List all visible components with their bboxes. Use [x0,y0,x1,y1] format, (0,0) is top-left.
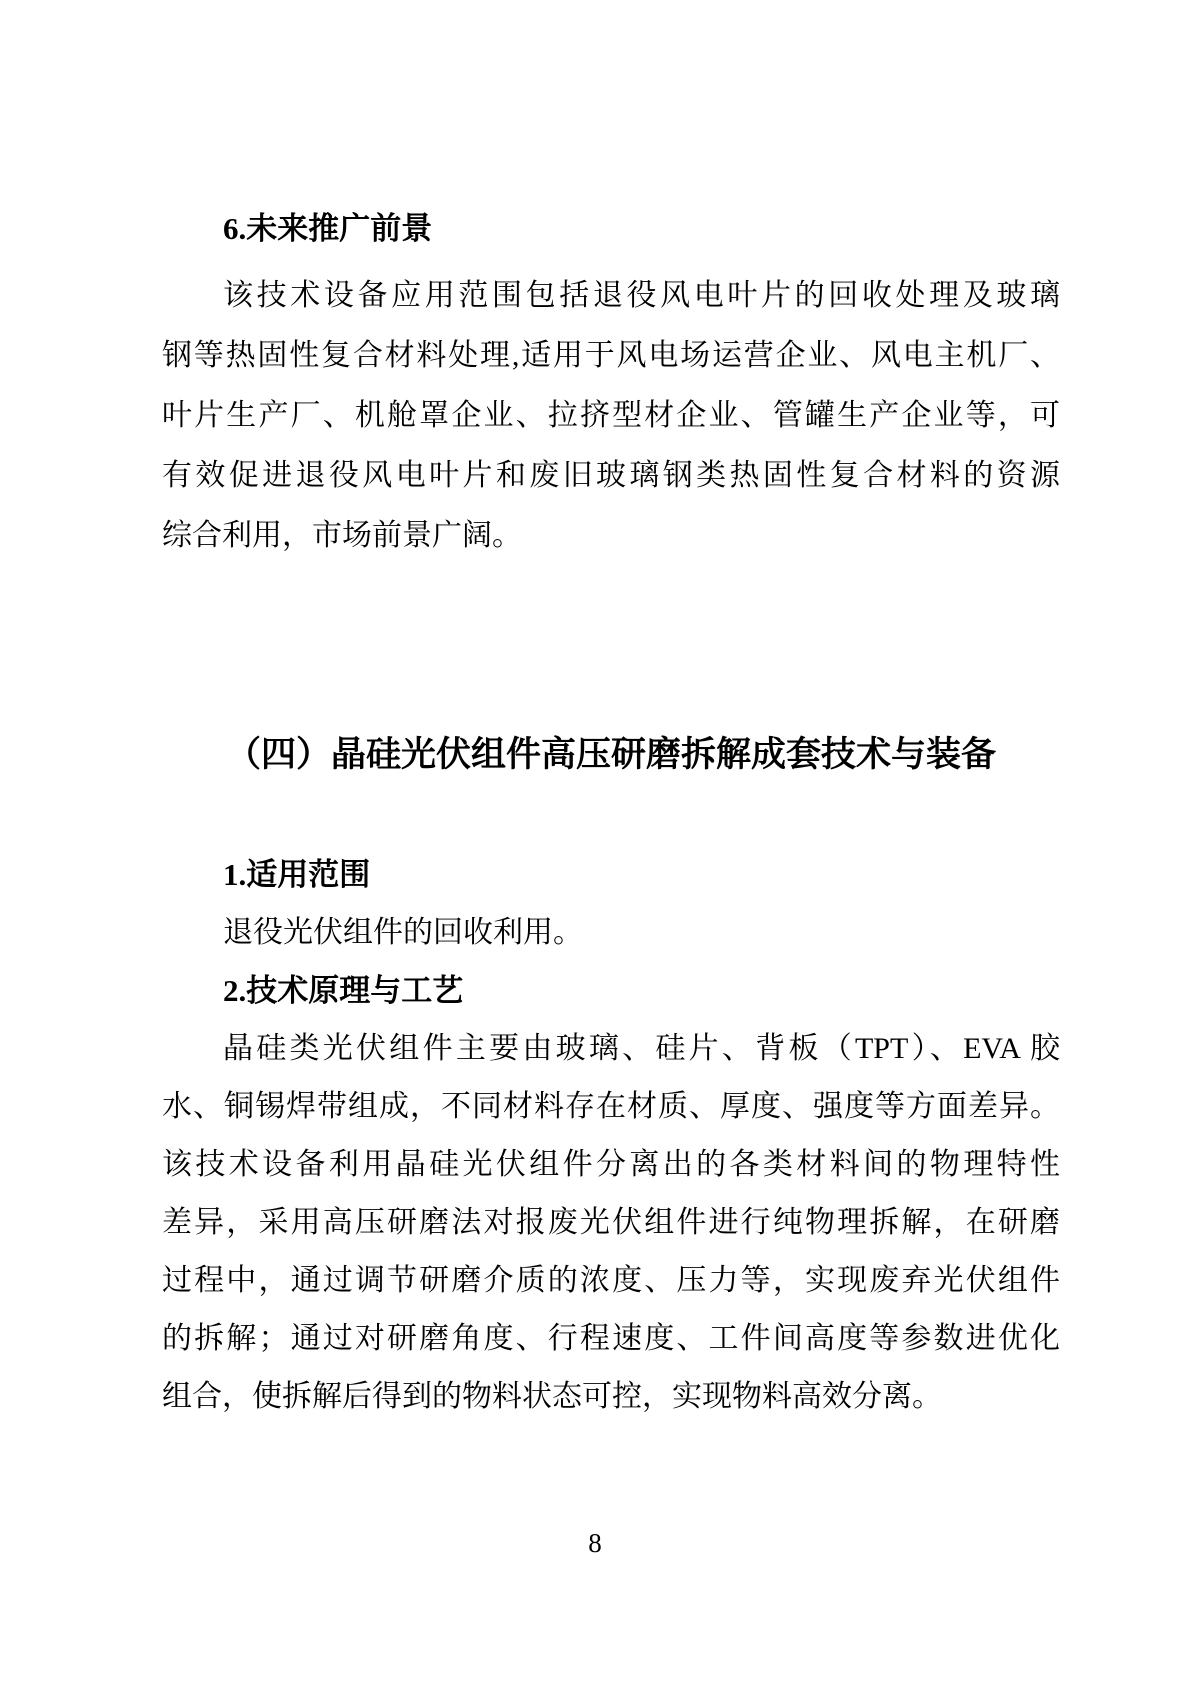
subsection-2-heading: 2.技术原理与工艺 [223,973,464,1008]
paragraph-line: 该技术设备利用晶硅光伏组件分离出的各类材料间的物理特性 [162,1148,1060,1181]
section-6-heading: 6.未来推广前景 [223,211,433,246]
paragraph-line: 综合利用，市场前景广阔。 [162,519,522,552]
chapter-4-body [162,846,1060,1426]
paragraph-line: 有效促进退役风电叶片和废旧玻璃钢类热固性复合材料的资源 [162,459,1060,492]
paragraph-line: 钢等热固性复合材料处理,适用于风电场运营企业、风电主机厂、 [162,339,1060,372]
section-6-paragraph [162,266,1060,566]
paragraph-line: 的拆解；通过对研磨角度、行程速度、工件间高度等参数进优化 [162,1322,1060,1355]
subsection-1-heading: 1.适用范围 [223,857,371,892]
paragraph-line: 差异，采用高压研磨法对报废光伏组件进行纯物理拆解，在研磨 [162,1206,1060,1239]
subsection-1-body: 退役光伏组件的回收利用。 [223,916,583,949]
paragraph-line: 叶片生产厂、机舱罩企业、拉挤型材企业、管罐生产企业等，可 [162,399,1060,432]
page-number: 8 [588,1528,602,1558]
paragraph-line: 过程中，通过调节研磨介质的浓度、压力等，实现废弃光伏组件 [162,1264,1060,1297]
paragraph-line: 该技术设备应用范围包括退役风电叶片的回收处理及玻璃 [223,279,1060,312]
paragraph-line: 组合，使拆解后得到的物料状态可控，实现物料高效分离。 [162,1380,942,1413]
chapter-4-heading: （四）晶硅光伏组件高压研磨拆解成套技术与装备 [225,735,996,774]
paragraph-line: 水、铜锡焊带组成，不同材料存在材质、厚度、强度等方面差异。 [162,1090,1060,1123]
paragraph-line: 晶硅类光伏组件主要由玻璃、硅片、背板（TPT）、EVA 胶 [223,1032,1060,1065]
